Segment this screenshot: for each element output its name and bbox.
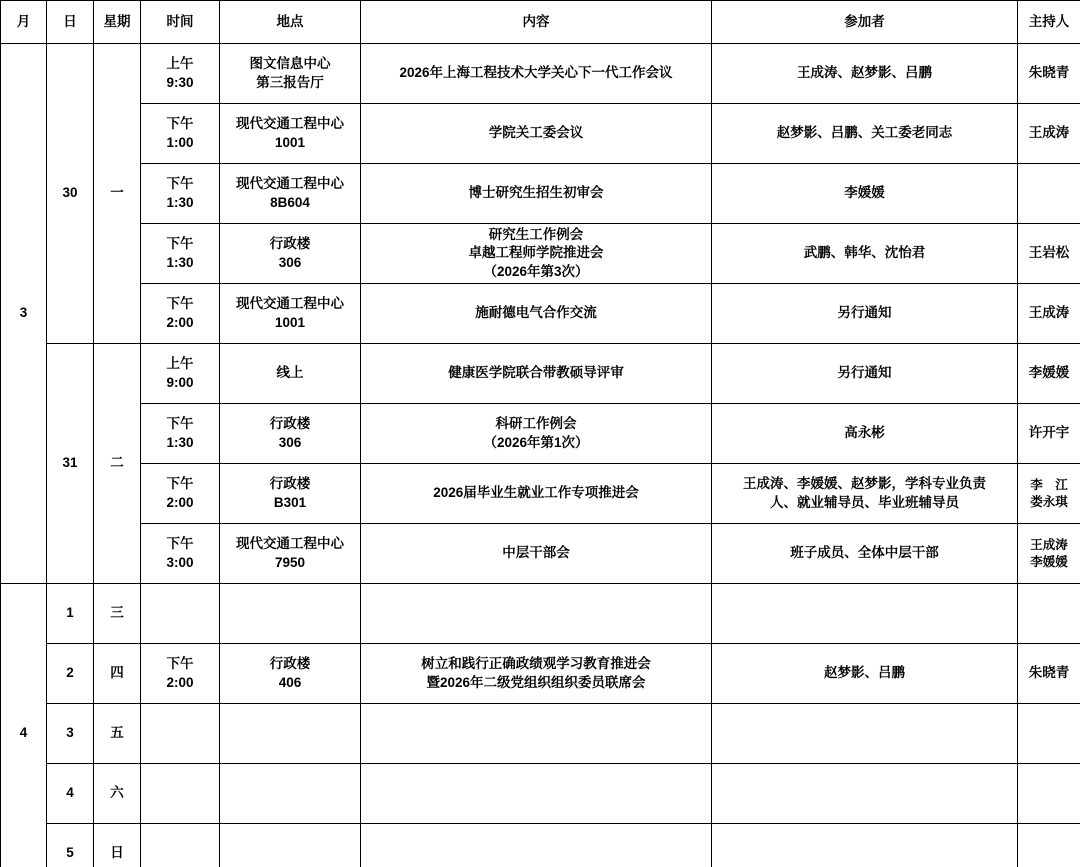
participants-cell [712,164,1018,224]
place-cell [220,704,361,764]
content-cell [361,404,712,464]
content-cell [361,344,712,404]
weekday-cell-4: 六 [94,764,141,824]
host-cell: 王成涛 [1018,104,1080,164]
host-cell [1018,764,1080,824]
day-cell-3: 3 [47,704,94,764]
participants-line-1: 赵梦影、吕鹏、关工委老同志 [776,125,953,141]
place-line-2: 1001 [274,134,306,150]
host-cell: 许开宇 [1018,404,1080,464]
content-cell [361,464,712,524]
time-period: 下午 [166,416,194,432]
table-header [1,1,1080,44]
time-period: 下午 [166,656,194,672]
time-cell [141,764,220,824]
place-line-1: 行政楼 [269,656,311,672]
table-row [1,284,1080,344]
place-line-2: 7950 [274,554,306,570]
column-header-host: 主持人 [1018,1,1080,44]
table-row [1,824,1080,867]
content-cell [361,764,712,824]
table-row [1,704,1080,764]
content-line-1: 2026年上海工程技术大学关心下一代工作会议 [399,65,673,81]
time-cell [141,404,220,464]
host-cell: 王成涛 [1018,284,1080,344]
time-cell [141,704,220,764]
content-cell [361,704,712,764]
day-cell-1: 1 [47,584,94,644]
place-cell [220,404,361,464]
weekday-cell-31: 二 [94,344,141,584]
place-line-2: 8B604 [270,194,310,210]
weekday-cell-5: 日 [94,824,141,867]
place-line-2: 第三报告厅 [256,74,324,90]
place-line-2: B301 [273,494,307,510]
time-period: 上午 [166,56,194,72]
place-cell [220,284,361,344]
table-row [1,344,1080,404]
time-value: 3:00 [166,554,194,570]
column-header-time: 时间 [141,1,220,44]
time-period: 下午 [166,296,194,312]
host-line-1: 李 江 [1030,477,1068,492]
month-cell-april: 4 [1,584,47,867]
column-header-place: 地点 [220,1,361,44]
day-cell-30: 30 [47,44,94,344]
place-line-1: 行政楼 [269,236,311,252]
place-cell [220,764,361,824]
time-value: 1:30 [166,434,194,450]
host-line-1: 王成涛 [1030,537,1068,552]
content-line-1: 树立和践行正确政绩观学习教育推进会 [421,656,651,672]
content-cell [361,224,712,284]
time-cell [141,284,220,344]
column-header-weekday: 星期 [94,1,141,44]
time-value: 2:00 [166,674,194,690]
host-cell [1018,824,1080,867]
time-cell [141,524,220,584]
participants-line-1: 赵梦影、吕鹏 [824,665,905,681]
day-cell-5: 5 [47,824,94,867]
content-cell [361,644,712,704]
place-line-1: 现代交通工程中心 [236,176,344,192]
participants-cell [712,644,1018,704]
time-period: 下午 [166,476,194,492]
place-cell [220,104,361,164]
content-line-2: （2026年第1次） [483,434,589,450]
place-cell [220,164,361,224]
participants-line-1: 班子成员、全体中层干部 [790,545,939,561]
content-line-1: 博士研究生招生初审会 [468,185,604,201]
place-cell [220,344,361,404]
time-cell [141,44,220,104]
content-line-1: 学院关工委会议 [488,125,584,141]
time-period: 上午 [166,356,194,372]
place-cell [220,644,361,704]
host-cell [1018,704,1080,764]
host-cell: 王岩松 [1018,224,1080,284]
participants-cell [712,764,1018,824]
time-value: 1:30 [166,194,194,210]
table-row [1,644,1080,704]
content-line-1: 中层干部会 [502,545,570,561]
place-line-1: 现代交通工程中心 [236,296,344,312]
participants-cell [712,224,1018,284]
content-line-1: 2026届毕业生就业工作专项推进会 [433,485,639,501]
content-cell [361,524,712,584]
table-row [1,44,1080,104]
content-cell [361,584,712,644]
time-cell [141,344,220,404]
participants-cell [712,824,1018,867]
participants-cell [712,524,1018,584]
time-cell [141,644,220,704]
place-line-1: 现代交通工程中心 [236,536,344,552]
place-cell [220,524,361,584]
table-row [1,524,1080,584]
table-row [1,104,1080,164]
participants-cell [712,344,1018,404]
time-cell [141,164,220,224]
content-line-1: 研究生工作例会 [488,227,584,243]
month-cell-march: 3 [1,44,47,584]
time-period: 下午 [166,236,194,252]
time-value: 9:30 [166,74,194,90]
place-line-2: 406 [278,674,302,690]
table-row [1,764,1080,824]
weekday-cell-1: 三 [94,584,141,644]
time-cell [141,584,220,644]
column-header-month: 月 [1,1,47,44]
content-line-1: 科研工作例会 [495,416,577,432]
table-row [1,224,1080,284]
place-line-1: 现代交通工程中心 [236,116,344,132]
participants-line-2: 人、就业辅导员、毕业班辅导员 [770,494,959,510]
place-line-2: 1001 [274,314,306,330]
day-cell-4: 4 [47,764,94,824]
place-cell [220,464,361,524]
content-cell [361,824,712,867]
time-cell [141,464,220,524]
day-cell-31: 31 [47,344,94,584]
weekday-cell-30: 一 [94,44,141,344]
place-cell [220,584,361,644]
time-cell [141,104,220,164]
content-line-1: 施耐德电气合作交流 [475,305,597,321]
content-cell [361,104,712,164]
participants-line-1: 高永彬 [844,425,885,441]
place-line-2: 306 [278,254,302,270]
day-cell-2: 2 [47,644,94,704]
host-cell: 李媛媛 [1018,344,1080,404]
table-body [1,44,1080,867]
participants-cell [712,104,1018,164]
host-cell [1018,524,1080,584]
participants-cell [712,284,1018,344]
participants-line-1: 王成涛、李媛媛、赵梦影，学科专业负责 [743,475,986,491]
host-cell [1018,584,1080,644]
participants-line-1: 李媛媛 [844,185,885,201]
participants-line-1: 另行通知 [837,305,892,321]
participants-cell [712,44,1018,104]
time-value: 9:00 [166,374,194,390]
time-value: 2:00 [166,494,194,510]
place-cell [220,224,361,284]
host-cell: 朱晓青 [1018,644,1080,704]
column-header-content: 内容 [361,1,712,44]
time-period: 下午 [166,116,194,132]
time-value: 1:00 [166,134,194,150]
place-line-1: 行政楼 [269,476,311,492]
participants-cell [712,584,1018,644]
table-row [1,164,1080,224]
participants-cell [712,704,1018,764]
participants-cell [712,404,1018,464]
table-row [1,584,1080,644]
time-period: 下午 [166,536,194,552]
content-cell [361,284,712,344]
column-header-participants: 参加者 [712,1,1018,44]
time-value: 1:30 [166,254,194,270]
host-cell [1018,164,1080,224]
time-cell [141,224,220,284]
table-row [1,404,1080,464]
weekday-cell-2: 四 [94,644,141,704]
participants-cell [712,464,1018,524]
host-line-2: 娄永琪 [1030,494,1068,509]
time-value: 2:00 [166,314,194,330]
host-cell [1018,464,1080,524]
content-line-2: 卓越工程师学院推进会 [468,245,604,261]
place-cell [220,824,361,867]
content-line-3: （2026年第3次） [483,263,589,279]
weekday-cell-3: 五 [94,704,141,764]
place-line-1: 线上 [276,365,304,381]
host-cell: 朱晓青 [1018,44,1080,104]
content-cell [361,44,712,104]
time-cell [141,824,220,867]
content-cell [361,164,712,224]
column-header-day: 日 [47,1,94,44]
content-line-2: 暨2026年二级党组织组织委员联席会 [426,674,646,690]
place-line-1: 图文信息中心 [249,56,331,72]
time-period: 下午 [166,176,194,192]
participants-line-1: 另行通知 [837,365,892,381]
place-cell [220,44,361,104]
content-line-1: 健康医学院联合带教硕导评审 [448,365,624,381]
participants-line-1: 王成涛、赵梦影、吕鹏 [797,65,932,81]
table-row [1,464,1080,524]
place-line-1: 行政楼 [269,416,311,432]
table-header-row [1,1,1080,44]
place-line-2: 306 [278,434,302,450]
participants-line-1: 武鹏、韩华、沈怡君 [803,245,926,261]
host-line-2: 李媛媛 [1030,554,1068,569]
